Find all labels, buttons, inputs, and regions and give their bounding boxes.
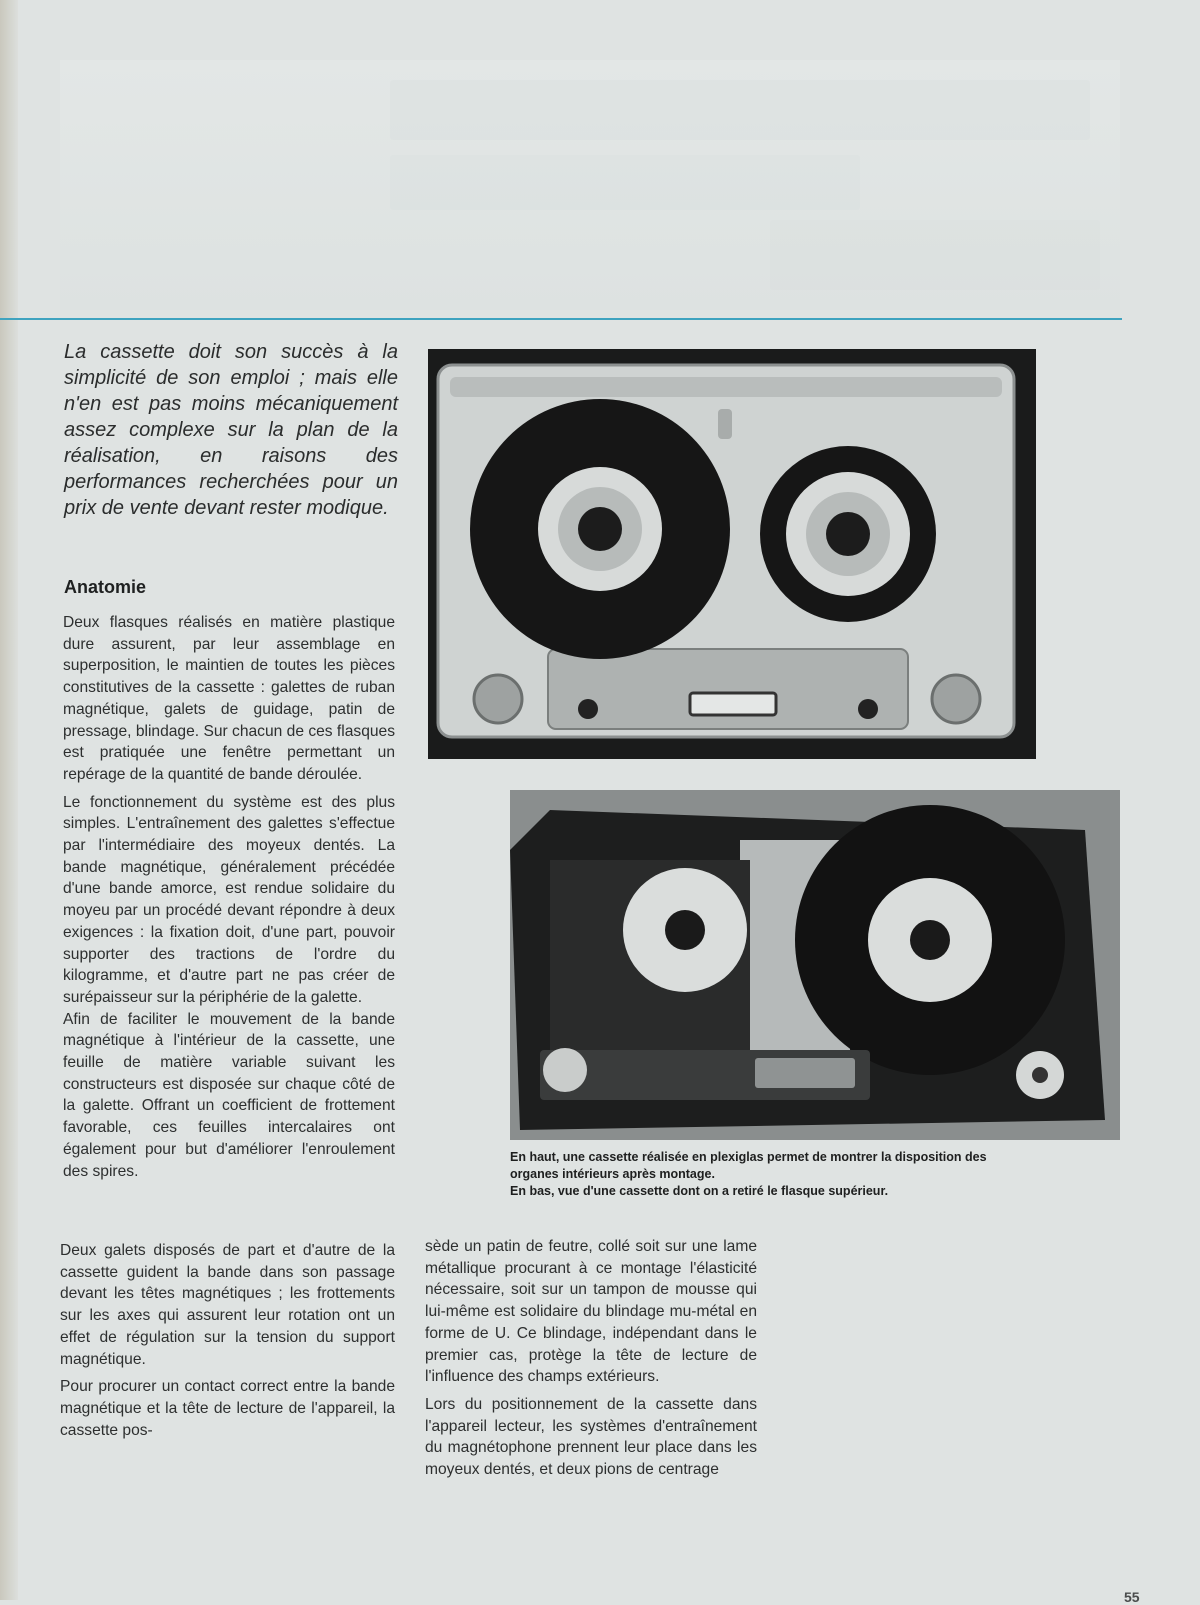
column-2 <box>425 1236 757 1487</box>
paragraph: Deux galets disposés de part et d'autre de la cassette guident la bande dans son passage devant les têtes magnétiques ; les frottements sur les axes qui assurent leur rotation ont un effet de régulation sur la tension du support magnétique. <box>60 1242 395 1368</box>
paragraph: Le fonctionnement du système est des plus simples. L'entraînement des galettes s'effectue par l'intermédiaire des moyeux dentés. La bande magnétique, généralement précédée d'une bande amorce, est rendue solidaire du moyeu par un procédé devant répondre à deux exigences : la fixation doit, d'une part, pouvoir supporter des tractions de l'ordre du kilogramme, et d'autre part ne pas créer de surépaisseur sur la périphérie de la galette. <box>63 793 395 1006</box>
caption-line: En haut, une cassette réalisée en plexiglas permet de montrer la disposition des <box>510 1150 987 1164</box>
photo-caption <box>510 1149 1070 1200</box>
page-edge <box>0 0 18 1600</box>
photo-open-cassette <box>510 790 1120 1140</box>
column-1-bottom <box>60 1240 395 1447</box>
paragraph: Lors du positionnement de la cassette dans l'appareil lecteur, les systèmes d'entraînement du magnétophone prennent leur place dans les moyeux dentés, et deux pions de centrage <box>425 1395 757 1479</box>
faded-header-area <box>60 60 1120 310</box>
paragraph: sède un patin de feutre, collé soit sur une lame métallique procurant à ce montage l'élasticité nécessaire, soit sur un tampon de mousse qui lui-même est solidaire du blindage mu-métal en forme de U. Ce blindage, indépendant dans le premier cas, protège la tête de lecture de l'influence des champs extérieurs. <box>425 1238 757 1386</box>
caption-line: organes intérieurs après montage. <box>510 1167 715 1181</box>
caption-line: En bas, vue d'une cassette dont on a retiré le flasque supérieur. <box>510 1184 889 1198</box>
photo-transparent-cassette <box>428 349 1036 759</box>
paragraph: Afin de faciliter le mouvement de la bande magnétique à l'intérieur de la cassette, une feuille de matière variable suivant les constructeurs est disposée sur chaque côté de la galette. Offrant un coefficient de frottement favorable, ces feuilles intercalaires ont également pour but d'améliorer l'enroulement des spires. <box>63 1010 395 1180</box>
paragraph: Pour procurer un contact correct entre la bande magnétique et la tête de lecture de l'appareil, la cassette pos- <box>60 1378 395 1439</box>
paragraph: Deux flasques réalisés en matière plastique dure assurent, par leur assemblage en superposition, le maintien de toutes les pièces constitutives de la cassette : galettes de ruban magnétique, galets de guidage, patin de pressage, blindage. Sur chacun de ces flasques est pratiquée une fenêtre permettant un repérage de la quantité de bande déroulée. <box>63 614 396 783</box>
section-heading: Anatomie <box>64 577 147 597</box>
intro-paragraph: La cassette doit son succès à la simplicité de son emploi ; mais elle n'en est pas moins mécaniquement assez complexe sur la plan de la réalisation, en raisons des performances recherchées pour un prix de vente devant rester modique. <box>64 341 398 519</box>
page-number: 55 <box>1124 1589 1140 1605</box>
section-divider <box>0 318 1122 320</box>
column-1-top <box>63 612 395 1188</box>
